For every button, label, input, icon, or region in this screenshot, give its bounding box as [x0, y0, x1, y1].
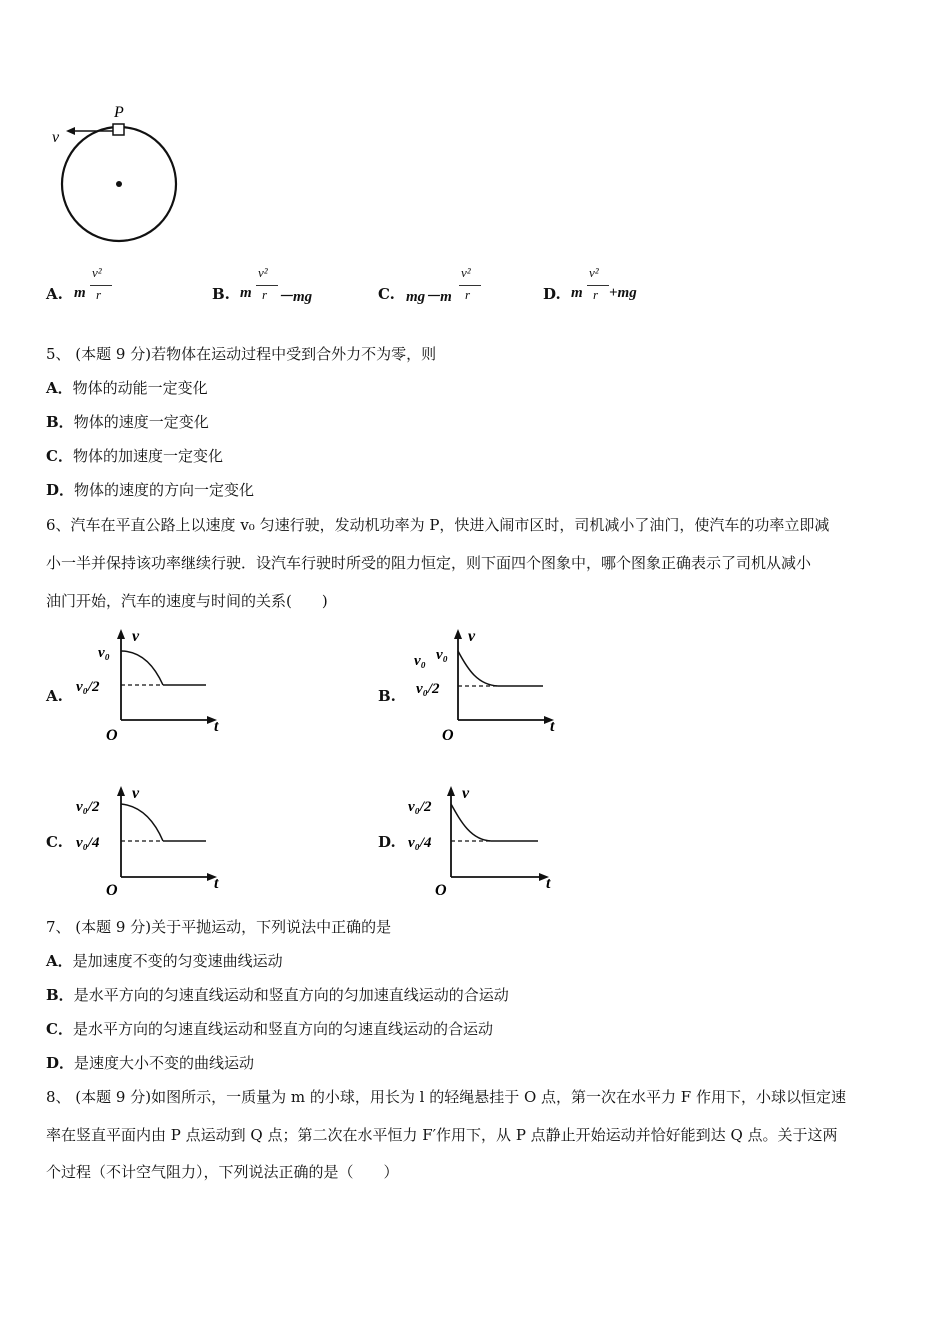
velocity-curve: [121, 651, 163, 685]
svg-text:O: O: [106, 727, 118, 744]
q5-option-c[interactable]: C．物体的加速度一定变化: [46, 447, 223, 465]
q4-option-a[interactable]: A. m v² r: [46, 265, 226, 310]
y-axis-arrow-icon: [447, 786, 455, 796]
q4-option-c[interactable]: C. mg－m v² r: [378, 265, 538, 310]
circle-center-dot: [116, 181, 122, 187]
q7-option-d[interactable]: D．是速度大小不变的曲线运动: [46, 1054, 255, 1072]
svg-text:O: O: [442, 727, 454, 744]
graph-d-plot: [378, 780, 578, 905]
q8-stem-line-1: 8、 (本题 9 分)如图所示，一质量为 m 的小球，用长为 l 的轻绳悬挂于 O 点，第一次在水平力 F 作用下，小球以恒定速: [46, 1088, 846, 1106]
q8-stem-line-3: 个过程（不计空气阻力），下列说法正确的是（ ）: [46, 1163, 399, 1181]
svg-text:t: t: [550, 718, 555, 735]
velocity-curve: [458, 651, 498, 686]
svg-text:v₀: v₀: [98, 645, 110, 661]
y-axis-arrow-icon: [454, 629, 462, 639]
velocity-curve: [121, 804, 163, 841]
svg-text:v₀: v₀: [414, 653, 426, 669]
q5-stem: 5、 (本题 9 分)若物体在运动过程中受到合外力不为零，则: [46, 345, 437, 363]
svg-text:v₀: v₀: [436, 647, 448, 663]
svg-text:O: O: [106, 882, 118, 899]
y-axis-arrow-icon: [117, 629, 125, 639]
graph-a-plot: [46, 625, 246, 750]
q7-stem: 7、 (本题 9 分)关于平抛运动，下列说法中正确的是: [46, 918, 392, 936]
q6-graph-a[interactable]: A. v t O v₀ v₀/2: [46, 625, 246, 750]
svg-text:v₀/4: v₀/4: [408, 835, 432, 851]
point-p-label: P: [114, 104, 124, 121]
q6-graph-b[interactable]: B. v t O v₀ v₀ v₀/2: [378, 625, 578, 750]
q7-option-c[interactable]: C．是水平方向的匀速直线运动和竖直方向的匀速直线运动的合运动: [46, 1020, 493, 1038]
q6-stem-line-3: 油门开始，汽车的速度与时间的关系( ): [46, 592, 328, 610]
svg-text:v: v: [462, 785, 470, 802]
svg-text:t: t: [546, 875, 551, 892]
velocity-arrowhead: [66, 127, 75, 135]
q4-option-b[interactable]: B. m v² r －mg: [212, 265, 313, 305]
q7-option-a[interactable]: A．是加速度不变的匀变速曲线运动: [46, 952, 283, 970]
graph-c-plot: [46, 780, 246, 905]
svg-text:v₀/4: v₀/4: [76, 835, 100, 851]
q6-stem-line-2: 小一半并保持该功率继续行驶．设汽车行驶时所受的阻力恒定，则下面四个图象中，哪个图象正确表示了司机从减小: [46, 554, 812, 572]
svg-text:v₀/2: v₀/2: [416, 681, 440, 697]
svg-text:v₀/2: v₀/2: [76, 799, 100, 815]
block-at-p: [113, 124, 124, 135]
q7-option-b[interactable]: B．是水平方向的匀速直线运动和竖直方向的匀加速直线运动的合运动: [46, 986, 509, 1004]
q6-graph-c[interactable]: C. v t O v₀/2 v₀/4: [46, 780, 246, 905]
svg-text:v₀/2: v₀/2: [408, 799, 432, 815]
svg-text:v: v: [468, 628, 476, 645]
svg-text:v: v: [132, 785, 140, 802]
svg-text:v₀/2: v₀/2: [76, 679, 100, 695]
velocity-curve: [451, 804, 491, 841]
circle-motion-figure: [40, 95, 200, 250]
velocity-label: v: [52, 129, 60, 146]
y-axis-arrow-icon: [117, 786, 125, 796]
svg-text:v: v: [132, 628, 140, 645]
q6-graph-d[interactable]: D. v t O v₀/2 v₀/4: [378, 780, 578, 905]
q4-option-d[interactable]: D. m v² r +mg: [543, 265, 637, 303]
q6-stem-line-1: 6、汽车在平直公路上以速度 v₀ 匀速行驶，发动机功率为 P，快进入闹市区时，司机减小了油门，使汽车的功率立即减: [46, 516, 830, 534]
q5-option-d[interactable]: D．物体的速度的方向一定变化: [46, 481, 255, 499]
q8-stem-line-2: 率在竖直平面内由 P 点运动到 Q 点；第二次在水平恒力 F′作用下，从 P 点静止开始运动并恰好能到达 Q 点。关于这两: [46, 1126, 838, 1144]
graph-b-plot: [378, 625, 578, 750]
q5-option-b[interactable]: B．物体的速度一定变化: [46, 413, 209, 431]
svg-text:t: t: [214, 875, 219, 892]
q5-option-a[interactable]: A．物体的动能一定变化: [46, 379, 208, 397]
svg-text:O: O: [435, 882, 447, 899]
svg-text:t: t: [214, 718, 219, 735]
